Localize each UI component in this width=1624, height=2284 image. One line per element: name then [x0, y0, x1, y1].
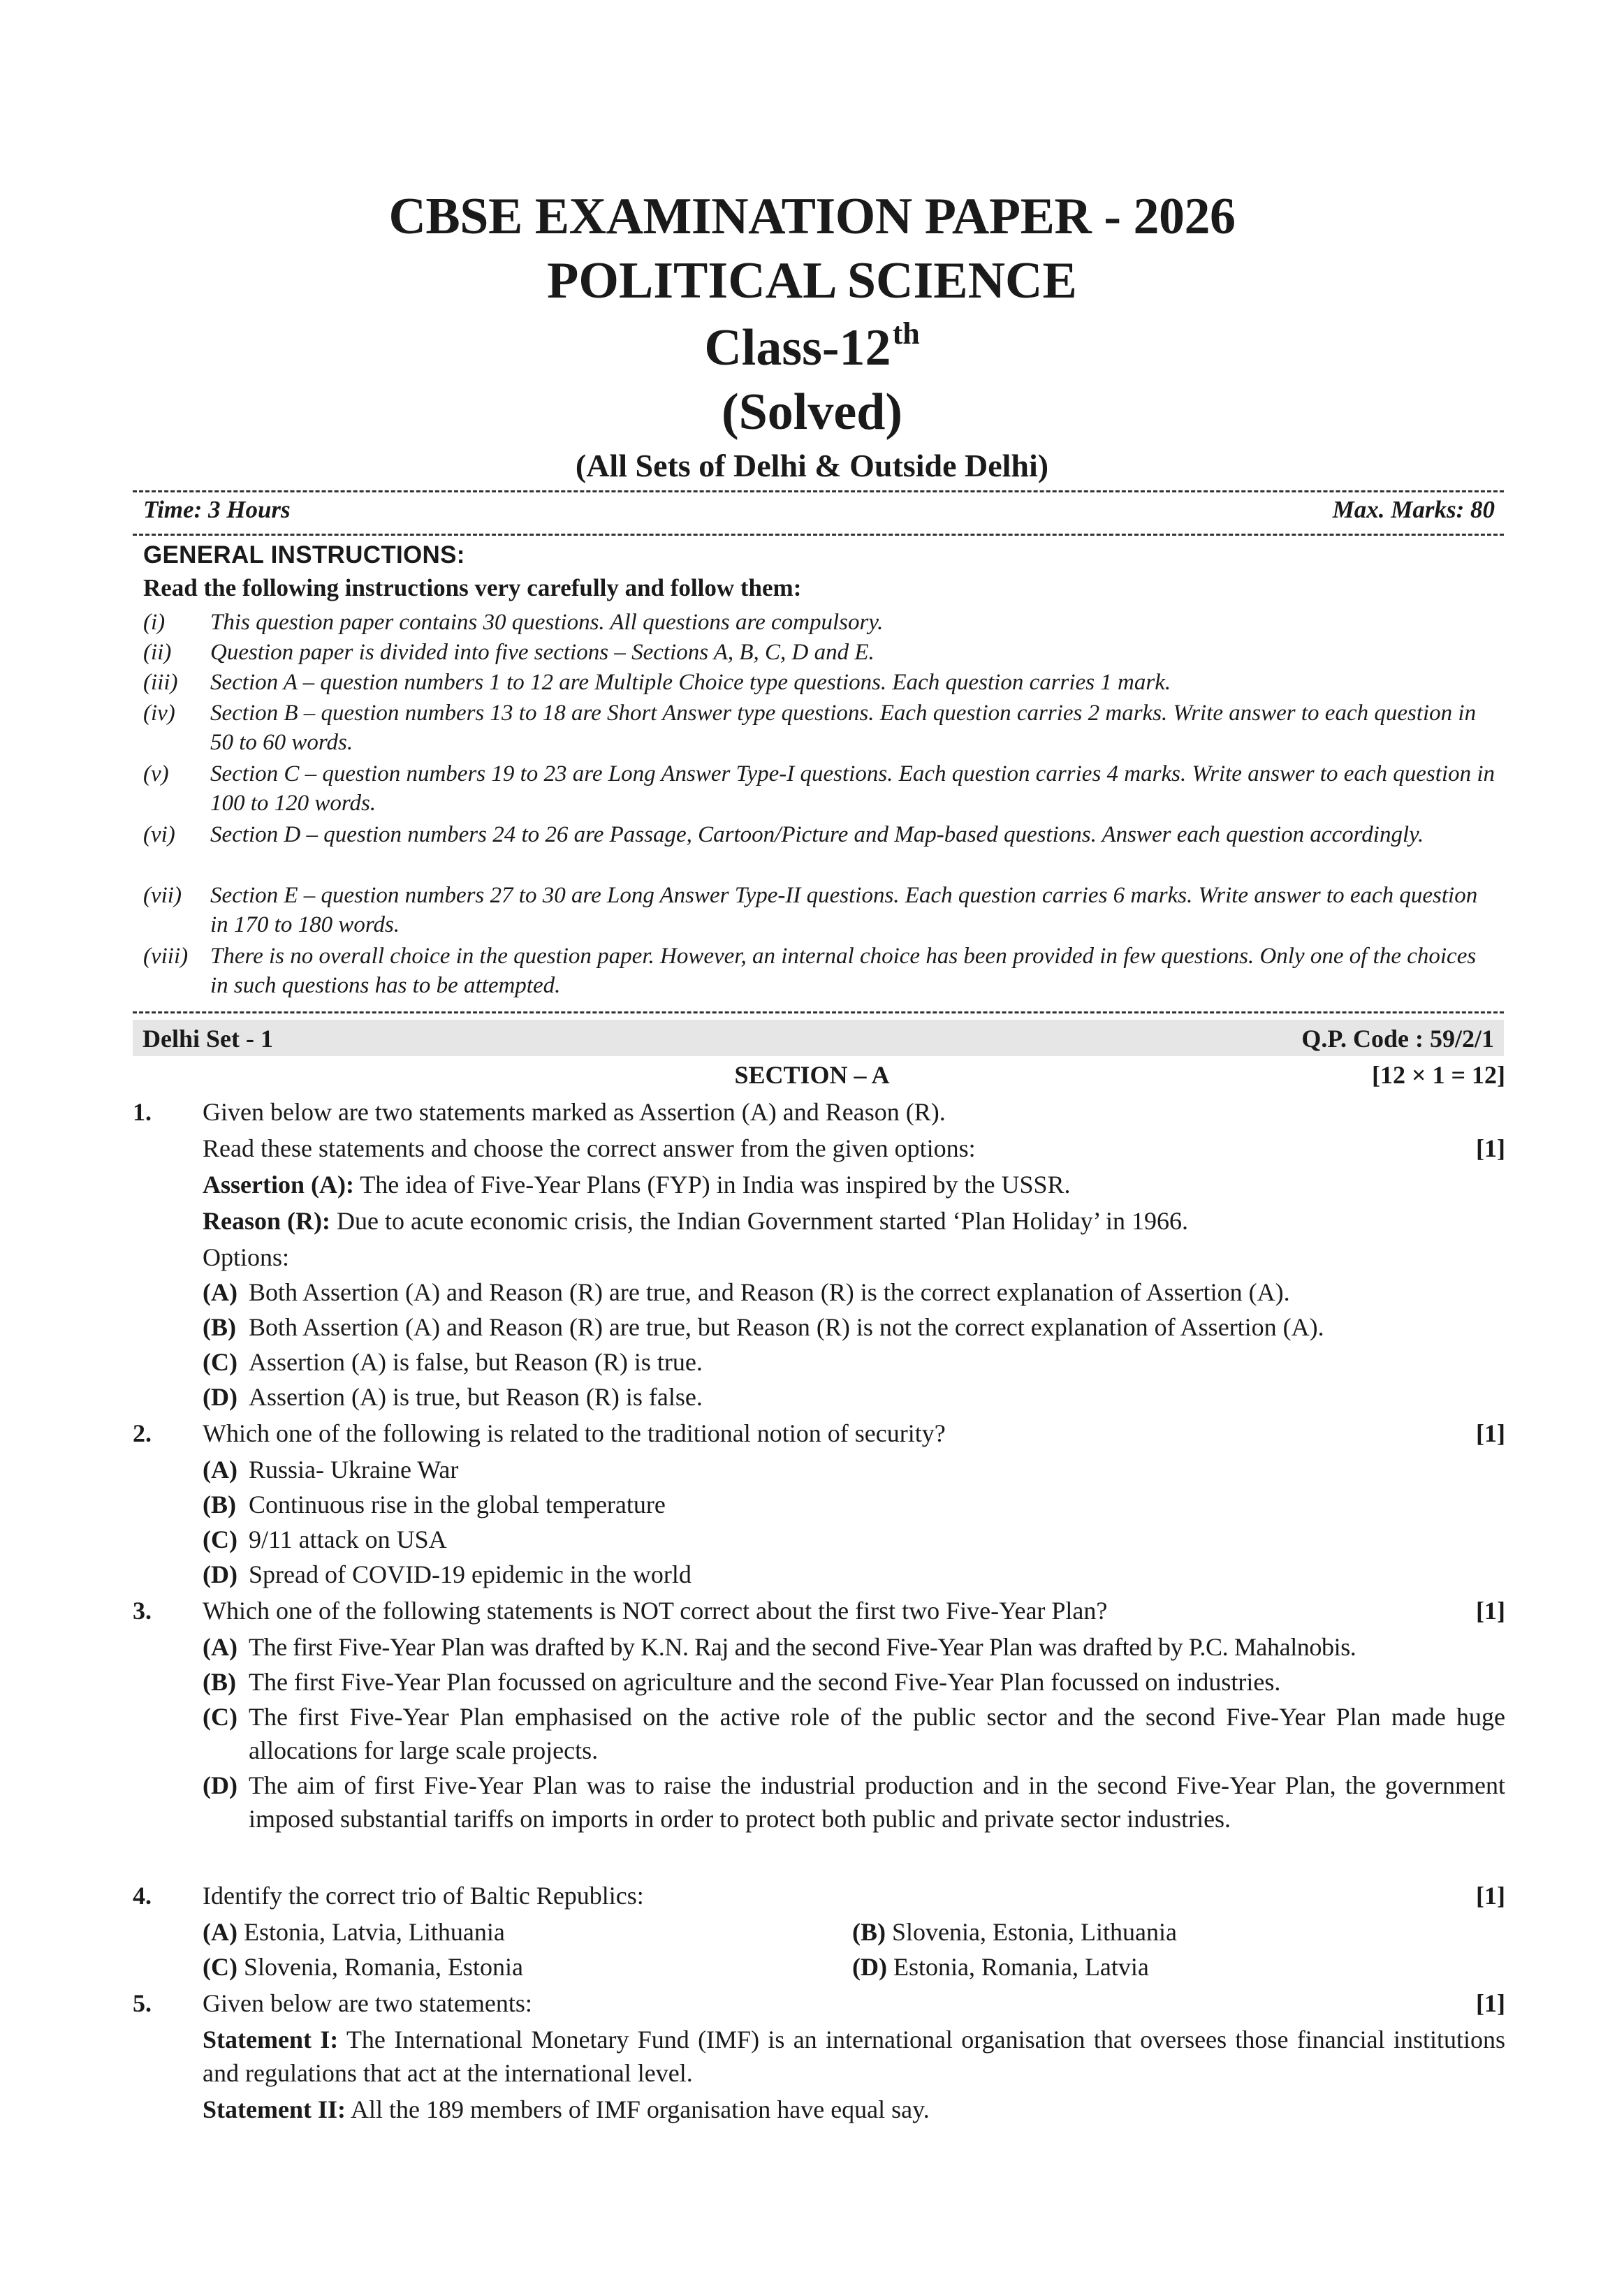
- instruction-item: [143, 759, 1495, 818]
- option-label: (C): [203, 1348, 237, 1376]
- option-label: (A): [203, 1633, 237, 1661]
- instruction-text: Section C – question numbers 19 to 23 are Long Answer Type-I questions. Each question carries 4 marks. Write answer to each question in 100 to 120 words.: [210, 761, 1495, 816]
- option: [203, 1380, 1505, 1414]
- option-label: (B): [203, 1313, 236, 1341]
- option-text: Both Assertion (A) and Reason (R) are true, and Reason (R) is the correct explanation of Assertion (A).: [249, 1278, 1290, 1306]
- question-text: Which one of the following statements is NOT correct about the first two Five-Year Plan?: [203, 1597, 1108, 1625]
- section-marks: [12 × 1 = 12]: [1371, 1061, 1505, 1089]
- instruction-num: (iv): [143, 701, 175, 726]
- statement-2: [203, 2093, 1505, 2126]
- option-text: Estonia, Latvia, Lithuania: [243, 1918, 505, 1946]
- instructions-intro: Read the following instructions very carefully and follow them:: [143, 574, 802, 601]
- set-bar: [133, 1020, 1504, 1056]
- option-text: The first Five-Year Plan was drafted by K.N. Raj and the second Five-Year Plan was drafted by P.C. Mahalnobis.: [249, 1633, 1356, 1661]
- option-text: Slovenia, Romania, Estonia: [243, 1953, 523, 1981]
- question-text: Identify the correct trio of Baltic Republics:: [203, 1882, 644, 1910]
- instruction-item: [143, 942, 1495, 1000]
- option: [203, 1310, 1505, 1344]
- option-text: The aim of first Five-Year Plan was to raise the industrial production and in the second Five-Year Plan, the government imposed substantial tariffs on imports in order to protect both public and private sector industries.: [249, 1771, 1505, 1833]
- option-label: (B): [203, 1491, 236, 1518]
- instruction-text: Section B – question numbers 13 to 18 are Short Answer type questions. Each question carries 2 marks. Write answer to each question in 50 to 60 words.: [210, 701, 1477, 755]
- question-number: 3.: [133, 1597, 152, 1625]
- question-number: 5.: [133, 1989, 152, 2017]
- class-suffix: th: [892, 316, 920, 351]
- option: [203, 1275, 1505, 1309]
- instruction-num: (v): [143, 761, 169, 786]
- subject-title: POLITICAL SCIENCE: [547, 252, 1077, 309]
- option-label: (B): [203, 1668, 236, 1696]
- instruction-text: This question paper contains 30 questions. All questions are compulsory.: [210, 610, 884, 635]
- option-label: (C): [203, 1953, 237, 1981]
- instruction-num: (vii): [143, 883, 182, 908]
- option-label: (C): [203, 1703, 237, 1731]
- instruction-item: [143, 608, 1495, 637]
- instruction-num: (ii): [143, 640, 172, 665]
- divider: [133, 534, 1504, 536]
- reason-line: [203, 1204, 1505, 1238]
- option-label: (A): [203, 1278, 237, 1306]
- statement-1-label: Statement I:: [203, 2026, 339, 2054]
- divider: [133, 490, 1504, 492]
- instruction-text: Section D – question numbers 24 to 26 are Passage, Cartoon/Picture and Map-based questions. Answer each question accordingly.: [210, 822, 1424, 847]
- time-marks-row: [143, 496, 1495, 524]
- option-text: Spread of COVID-19 epidemic in the world: [249, 1560, 692, 1588]
- question-text: Given below are two statements marked as Assertion (A) and Reason (R).: [203, 1098, 946, 1126]
- class-label: Class-12: [704, 319, 891, 376]
- statement-2-label: Statement II:: [203, 2095, 346, 2123]
- instruction-item: [143, 698, 1495, 757]
- instruction-text: Section E – question numbers 27 to 30 are Long Answer Type-II questions. Each question carries 6 marks. Write answer to each question in 170 to 180 words.: [210, 883, 1478, 937]
- option-text: Slovenia, Estonia, Lithuania: [892, 1918, 1177, 1946]
- question-number: 1.: [133, 1098, 152, 1126]
- option-label: (A): [203, 1918, 237, 1946]
- instruction-item: [143, 638, 1495, 667]
- class-title: [0, 316, 1624, 378]
- assertion-line: [203, 1168, 1505, 1201]
- option: [203, 1345, 1505, 1379]
- options-label: Options:: [203, 1243, 290, 1271]
- instruction-num: (vi): [143, 822, 175, 847]
- qp-code: Q.P. Code : 59/2/1: [1301, 1025, 1494, 1053]
- instruction-text: There is no overall choice in the question paper. However, an internal choice has been provided in few questions. Only one of the choices in such questions has to be attempted.: [210, 944, 1477, 998]
- option-text: Assertion (A) is true, but Reason (R) is false.: [249, 1383, 703, 1411]
- question-marks: [1]: [1476, 1989, 1505, 2017]
- reason-label: Reason (R):: [203, 1207, 330, 1235]
- option-label: (D): [852, 1953, 887, 1981]
- option-text: Assertion (A) is false, but Reason (R) is true.: [249, 1348, 703, 1376]
- question-number: 4.: [133, 1882, 152, 1910]
- instruction-num: (iii): [143, 670, 178, 695]
- option-text: Estonia, Romania, Latvia: [893, 1953, 1149, 1981]
- question-marks: [1]: [1476, 1882, 1505, 1910]
- solved-title: (Solved): [722, 383, 902, 441]
- divider: [133, 1011, 1504, 1013]
- statement-1: [203, 2023, 1505, 2090]
- instruction-num: (i): [143, 610, 166, 635]
- instruction-item: [143, 820, 1495, 849]
- option-label: (C): [203, 1525, 237, 1553]
- option: [203, 1769, 1505, 1836]
- option: [203, 1453, 1505, 1486]
- option-text: The first Five-Year Plan focussed on agriculture and the second Five-Year Plan focussed on industries.: [249, 1668, 1281, 1696]
- option-text: The first Five-Year Plan emphasised on the active role of the public sector and the second Five-Year Plan made huge allocations for large scale projects.: [249, 1703, 1505, 1764]
- instructions-heading: GENERAL INSTRUCTIONS:: [143, 541, 465, 569]
- question-text: Which one of the following is related to the traditional notion of security?: [203, 1419, 946, 1447]
- option-text: Continuous rise in the global temperature: [249, 1491, 666, 1518]
- option: [203, 1665, 1505, 1699]
- section-heading: SECTION – A: [734, 1061, 890, 1089]
- option-label: (A): [203, 1456, 237, 1484]
- instruction-num: (viii): [143, 944, 189, 969]
- option: [203, 1488, 1505, 1521]
- question-text: Read these statements and choose the correct answer from the given options:: [203, 1134, 976, 1162]
- option-label: (D): [203, 1771, 237, 1799]
- option-text: Russia- Ukraine War: [249, 1456, 459, 1484]
- option: [852, 1950, 1149, 1984]
- instruction-text: Question paper is divided into five sections – Sections A, B, C, D and E.: [210, 640, 875, 665]
- question-marks: [1]: [1476, 1419, 1505, 1447]
- question-marks: [1]: [1476, 1597, 1505, 1625]
- question-text: Given below are two statements:: [203, 1989, 532, 2017]
- option: [852, 1915, 1177, 1949]
- option-label: (B): [852, 1918, 886, 1946]
- option-text: 9/11 attack on USA: [249, 1525, 447, 1553]
- instruction-item: [143, 881, 1495, 939]
- set-name: Delhi Set - 1: [142, 1025, 273, 1053]
- option: [203, 1700, 1505, 1767]
- time-label: Time: 3 Hours: [143, 496, 291, 523]
- option: [203, 1915, 505, 1949]
- instruction-item: [143, 668, 1495, 697]
- assertion-label: Assertion (A):: [203, 1171, 354, 1199]
- option: [203, 1558, 1505, 1591]
- question-number: 2.: [133, 1419, 152, 1447]
- question-marks: [1]: [1476, 1134, 1505, 1162]
- max-marks-label: Max. Marks: 80: [1332, 496, 1495, 523]
- option: [203, 1523, 1505, 1556]
- option-label: (D): [203, 1560, 237, 1588]
- reason-text: Due to acute economic crisis, the Indian Government started ‘Plan Holiday’ in 1966.: [330, 1207, 1188, 1235]
- instruction-text: Section A – question numbers 1 to 12 are Multiple Choice type questions. Each question carries 1 mark.: [210, 670, 1171, 695]
- option-text: Both Assertion (A) and Reason (R) are true, but Reason (R) is not the correct explanation of Assertion (A).: [249, 1313, 1324, 1341]
- sets-subtitle: (All Sets of Delhi & Outside Delhi): [575, 448, 1049, 483]
- paper-title: CBSE EXAMINATION PAPER - 2026: [388, 188, 1236, 245]
- statement-2-text: All the 189 members of IMF organisation have equal say.: [345, 2095, 930, 2123]
- assertion-text: The idea of Five-Year Plans (FYP) in India was inspired by the USSR.: [353, 1171, 1071, 1199]
- option: [203, 1630, 1505, 1664]
- option: [203, 1950, 523, 1984]
- option-label: (D): [203, 1383, 237, 1411]
- statement-1-text: The International Monetary Fund (IMF) is an international organisation that oversees those financial institutions and regulations that act at the international level.: [203, 2026, 1506, 2087]
